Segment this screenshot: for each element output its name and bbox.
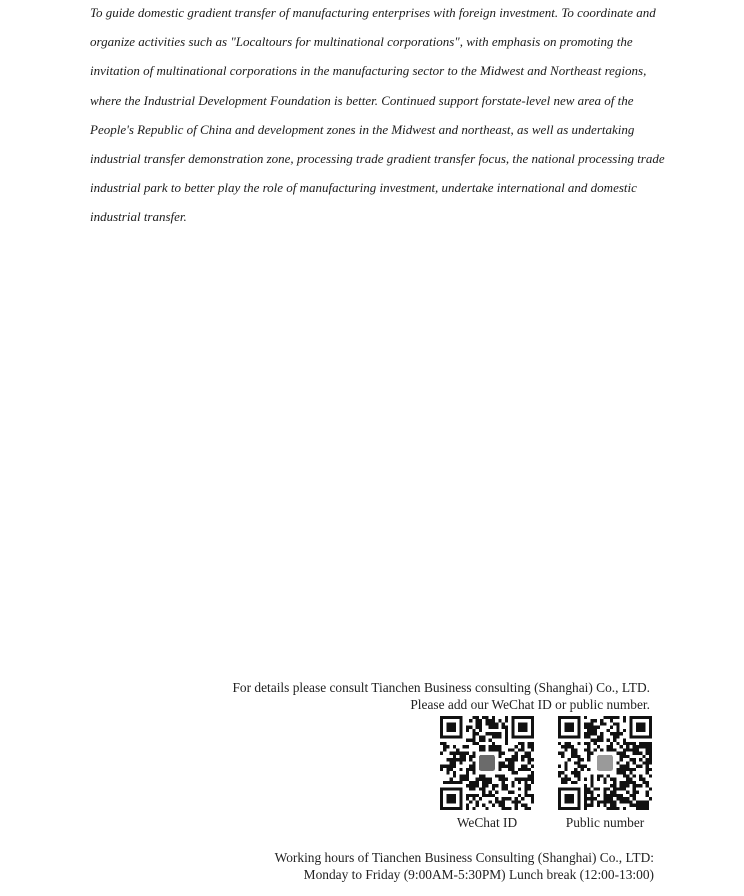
public-number-qr-code-icon [558,716,652,810]
wechat-qr-block [437,716,537,831]
wechat-qr-code-icon [440,716,534,810]
public-qr-block [555,716,655,831]
contact-line-company: For details please consult Tianchen Business consulting (Shanghai) Co., LTD. [232,680,650,695]
contact-line-instruction: Please add our WeChat ID or public number. [410,697,650,712]
working-hours-schedule: Monday to Friday (9:00AM-5:30PM) Lunch break (12:00-13:00) [303,867,654,882]
qr-codes [437,716,657,836]
body-paragraph: To guide domestic gradient transfer of manufacturing enterprises with foreign investment. To coordinate and organize activities such as "Localtours for multinational corporations", with emphasis on promoting the invitation of multinational corporations in the manufacturing sector to the Midwest and Northeast regions, where the Industrial Development Foundation is better. Continued support forstate-level new area of the People's Republic of China and development zones in the Midwest and northeast, as well as undertaking industrial transfer demonstration zone, processing trade gradient transfer focus, the national processing trade industrial park to better play the role of manufacturing investment, undertake international and domestic industrial transfer. [90,5,665,225]
public-qr-label: Public number [565,815,645,830]
working-hours-title: Working hours of Tianchen Business Consulting (Shanghai) Co., LTD: [274,850,654,865]
wechat-qr-label: WeChat ID [456,815,518,830]
working-hours-block [275,849,654,883]
contact-block [232,679,650,713]
